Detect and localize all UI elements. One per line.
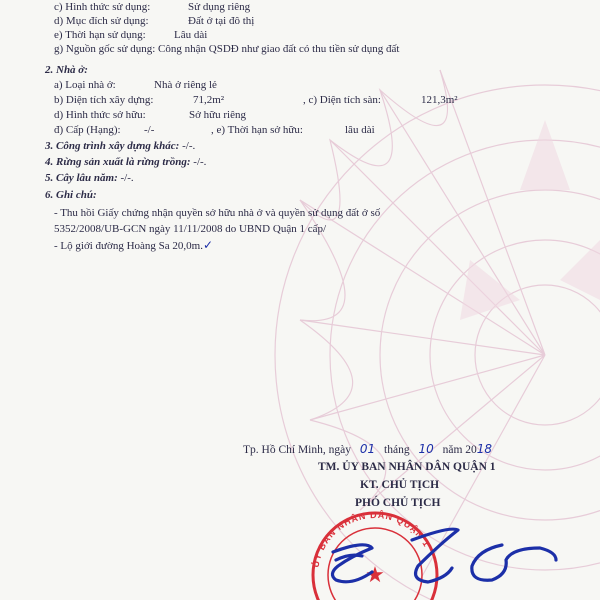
section-5-heading: 5. Cây lâu năm: xyxy=(45,172,118,184)
section-3-value: -/-. xyxy=(182,140,196,152)
section-4-heading: 4. Rừng sản xuất là rừng trồng: xyxy=(45,156,191,168)
grade-label: đ) Cấp (Hạng): xyxy=(54,124,121,136)
year-printed: 20 xyxy=(465,444,477,456)
handwritten-year: 18 xyxy=(476,442,493,456)
usage-origin-value: Công nhận QSDĐ như giao đất có thu tiền sử dụng đất xyxy=(158,43,400,55)
year-label: năm xyxy=(442,444,463,456)
section-6-heading: 6. Ghi chú: xyxy=(45,189,97,201)
house-type-row xyxy=(54,78,217,92)
usage-form-row xyxy=(54,0,251,14)
usage-origin-row xyxy=(54,42,399,56)
floor-area-label: , c) Diện tích sàn: xyxy=(303,94,381,106)
svg-text:★: ★ xyxy=(365,562,385,587)
place-date-prefix: Tp. Hồ Chí Minh, ngày xyxy=(243,444,351,456)
building-area-value: 71,2m² xyxy=(193,94,225,106)
seal-text: ỦY BAN NHÂN DÂN QUẬN 1 xyxy=(310,509,433,569)
usage-form-value: Sử dụng riêng xyxy=(188,1,251,13)
vice-chairman-title: PHÓ CHỦ TỊCH xyxy=(355,497,441,509)
usage-purpose-value: Đất ở tại đô thị xyxy=(188,15,255,27)
ownership-form-value: Sở hữu riêng xyxy=(189,109,246,121)
note-line-1: - Thu hồi Giấy chứng nhận quyền sở hữu nhà ở và quyền sử dụng đất ở số xyxy=(54,207,381,219)
usage-purpose-row xyxy=(54,14,255,28)
usage-origin-label: g) Nguồn gốc sử dụng: xyxy=(54,43,156,55)
chairman-title: KT. CHỦ TỊCH xyxy=(360,479,440,491)
building-area-label: b) Diện tích xây dựng: xyxy=(54,94,154,106)
ownership-form-row xyxy=(54,108,246,122)
ownership-form-label: d) Hình thức sở hữu: xyxy=(54,109,146,121)
committee-title: TM. ỦY BAN NHÂN DÂN QUẬN 1 xyxy=(318,461,496,473)
usage-term-label: e) Thời hạn sử dụng: xyxy=(54,29,146,41)
handwritten-month: 10 xyxy=(418,442,434,456)
section-5-row xyxy=(45,171,134,185)
grade-value: -/- xyxy=(144,124,155,136)
section-4-value: -/-. xyxy=(193,156,207,168)
section-2-heading: 2. Nhà ở: xyxy=(45,64,88,76)
ownership-term-label: , e) Thời hạn sở hữu: xyxy=(211,124,303,136)
usage-term-value: Lâu dài xyxy=(174,29,208,41)
building-area-row xyxy=(54,93,554,107)
house-type-value: Nhà ở riêng lẻ xyxy=(154,79,217,91)
checkmark-icon: ✓ xyxy=(202,238,214,252)
section-3-heading: 3. Công trình xây dựng khác: xyxy=(45,140,180,152)
place-date-row xyxy=(243,442,492,457)
month-label: tháng xyxy=(384,444,410,456)
house-type-label: a) Loại nhà ở: xyxy=(54,79,116,91)
note-line-3 xyxy=(54,238,213,253)
section-5-value: -/-. xyxy=(120,172,134,184)
ownership-term-value: lâu dài xyxy=(345,124,375,136)
handwritten-day: 01 xyxy=(359,442,376,456)
grade-row xyxy=(54,123,454,137)
section-4-row xyxy=(45,155,206,169)
note-line-2: 5352/2008/UB-GCN ngày 11/11/2008 do UBND Quận 1 cấp/ xyxy=(54,223,327,235)
usage-purpose-label: d) Mục đích sử dụng: xyxy=(54,15,149,27)
note-line-3-text: - Lộ giới đường Hoàng Sa 20,0m. xyxy=(54,240,203,252)
usage-form-label: c) Hình thức sử dụng: xyxy=(54,1,151,13)
usage-term-row xyxy=(54,28,208,42)
section-3-row xyxy=(45,139,195,153)
floor-area-value: 121,3m² xyxy=(421,94,458,106)
